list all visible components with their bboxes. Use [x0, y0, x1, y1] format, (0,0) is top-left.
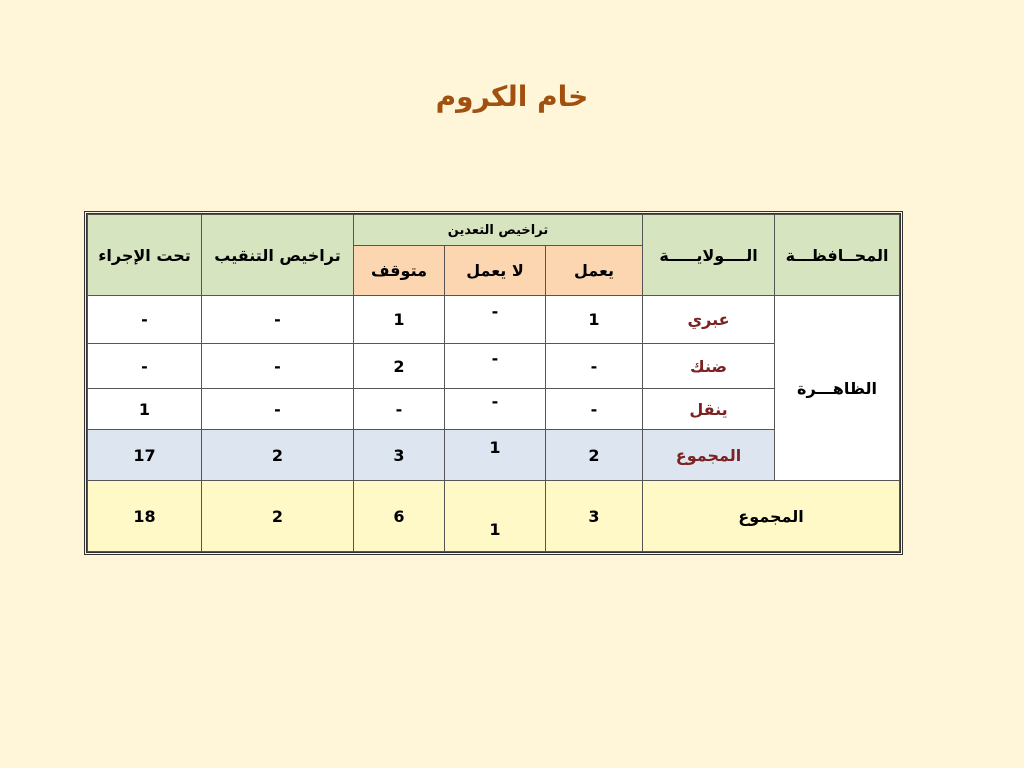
- in-process-cell: 1: [88, 389, 202, 430]
- total-active: 3: [546, 481, 643, 552]
- total-exploration: 2: [202, 481, 354, 552]
- active-cell: -: [546, 344, 643, 389]
- header-active: يعمل: [546, 246, 643, 296]
- stopped-cell: 1: [354, 296, 445, 344]
- wilaya-cell: عبري: [643, 296, 775, 344]
- subtotal-label: المجموع: [643, 430, 775, 481]
- total-row: [88, 481, 900, 552]
- subtotal-inactive-value: 1: [489, 437, 501, 457]
- inactive-value: -: [491, 302, 499, 321]
- inactive-cell: [445, 344, 546, 389]
- subtotal-inactive: [445, 430, 546, 481]
- stopped-cell: -: [354, 389, 445, 430]
- active-cell: 1: [546, 296, 643, 344]
- subtotal-active: 2: [546, 430, 643, 481]
- header-inactive: لا يعمل: [445, 246, 546, 296]
- province-cell: الظاهـــرة: [775, 296, 900, 481]
- wilaya-cell: ينقل: [643, 389, 775, 430]
- exploration-cell: -: [202, 344, 354, 389]
- active-cell: -: [546, 389, 643, 430]
- subtotal-stopped: 3: [354, 430, 445, 481]
- subtotal-exploration: 2: [202, 430, 354, 481]
- chrome-licenses-table: [87, 214, 900, 552]
- header-mining-licenses: تراخيص التعدين: [354, 215, 643, 246]
- wilaya-cell: ضنك: [643, 344, 775, 389]
- header-in-process: تحت الإجراء: [88, 215, 202, 296]
- inactive-value: -: [491, 348, 499, 368]
- stopped-cell: 2: [354, 344, 445, 389]
- chrome-table-frame: [84, 211, 903, 555]
- table-row: [88, 296, 900, 344]
- inactive-cell: [445, 389, 546, 430]
- header-province: المحــافظـــة: [775, 215, 900, 296]
- page-title: خام الكروم: [435, 80, 589, 113]
- header-exploration-licenses: تراخيص التنقيب: [202, 215, 354, 296]
- subtotal-in-process: 17: [88, 430, 202, 481]
- inactive-value: -: [491, 391, 499, 411]
- total-inactive: 1: [445, 481, 546, 552]
- total-stopped: 6: [354, 481, 445, 552]
- in-process-cell: -: [88, 296, 202, 344]
- total-in-process: 18: [88, 481, 202, 552]
- header-wilaya: الــــولايـــــة: [643, 215, 775, 296]
- exploration-cell: -: [202, 296, 354, 344]
- header-stopped: متوقف: [354, 246, 445, 296]
- inactive-cell: [445, 296, 546, 344]
- total-label: المجموع: [643, 481, 900, 552]
- in-process-cell: -: [88, 344, 202, 389]
- exploration-cell: -: [202, 389, 354, 430]
